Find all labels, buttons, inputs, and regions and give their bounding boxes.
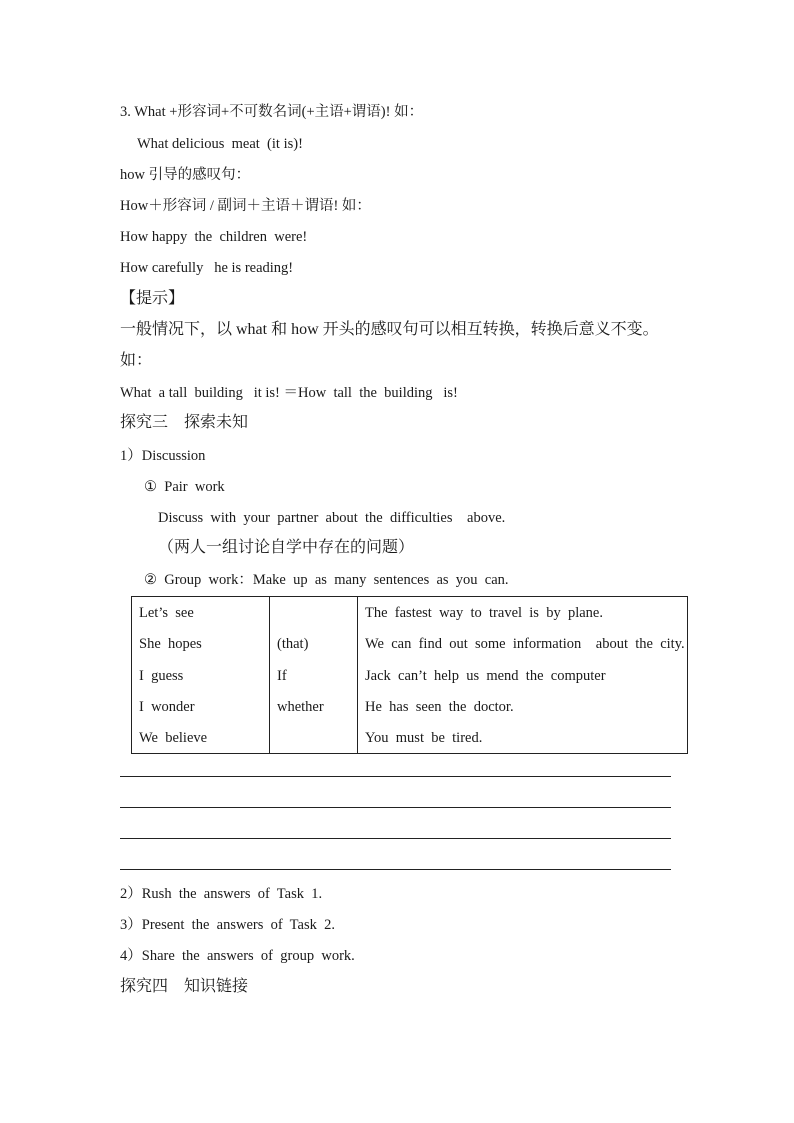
table-column-clause bbox=[358, 597, 688, 754]
what-example-line: What delicious meat (it is)! bbox=[137, 136, 303, 152]
table-cell: He has seen the doctor. bbox=[365, 699, 514, 715]
tip-text: 一般情况下，以 what 和 how 开头的感叹句可以相互转换，转换后意义不变。 bbox=[120, 321, 659, 338]
table-cell: If bbox=[277, 668, 287, 684]
table-cell: The fastest way to travel is by plane. bbox=[365, 605, 603, 621]
section-4-heading: 探究四 知识链接 bbox=[120, 978, 249, 995]
what-rule-line: 3. What +形容词+不可数名词(+主语+谓语)! 如： bbox=[120, 104, 424, 120]
table-cell: We believe bbox=[139, 730, 208, 746]
table-cell: whether bbox=[277, 699, 324, 715]
tip-heading: 【提示】 bbox=[120, 290, 185, 307]
table-cell: We can find out some information about the city. bbox=[365, 636, 685, 652]
table-cell: (that) bbox=[277, 636, 309, 652]
pair-work-chinese: （两人一组讨论自学中存在的问题） bbox=[158, 539, 415, 556]
pair-work-heading: ① Pair work bbox=[144, 479, 225, 495]
how-rule-line: How＋形容词 / 副词＋主语＋谓语! 如： bbox=[120, 198, 371, 214]
table-column-conjunction bbox=[270, 597, 358, 754]
section-3-heading: 探究三 探索未知 bbox=[120, 414, 249, 431]
table-cell: She hopes bbox=[139, 636, 202, 652]
answer-blank-line[interactable] bbox=[120, 807, 671, 808]
answer-blank-line[interactable] bbox=[120, 838, 671, 839]
answer-blank-line[interactable] bbox=[120, 869, 671, 870]
table-cell: I wonder bbox=[139, 699, 195, 715]
tip-example: What a tall building it is! ＝How tall the building is! bbox=[120, 385, 458, 401]
how-example-line-2: How carefully he is reading! bbox=[120, 260, 294, 276]
table-cell: Jack can’t help us mend the computer bbox=[365, 668, 606, 684]
table-cell: Let’s see bbox=[139, 605, 194, 621]
table-column-subject bbox=[132, 597, 270, 754]
tip-example-label: 如： bbox=[120, 352, 153, 369]
task-2-line: 2）Rush the answers of Task 1. bbox=[120, 886, 323, 902]
sentence-building-table bbox=[131, 596, 688, 754]
table-cell: I guess bbox=[139, 668, 184, 684]
discussion-heading: 1）Discussion bbox=[120, 448, 206, 464]
task-3-line: 3）Present the answers of Task 2. bbox=[120, 917, 335, 933]
answer-blank-line[interactable] bbox=[120, 776, 671, 777]
task-4-line: 4）Share the answers of group work. bbox=[120, 948, 355, 964]
how-intro-line: how 引导的感叹句： bbox=[120, 167, 251, 183]
pair-work-description: Discuss with your partner about the difficulties above. bbox=[158, 510, 506, 526]
how-example-line-1: How happy the children were! bbox=[120, 229, 308, 245]
table-cell: You must be tired. bbox=[365, 730, 483, 746]
group-work-heading: ② Group work：Make up as many sentences as you can. bbox=[144, 572, 509, 588]
